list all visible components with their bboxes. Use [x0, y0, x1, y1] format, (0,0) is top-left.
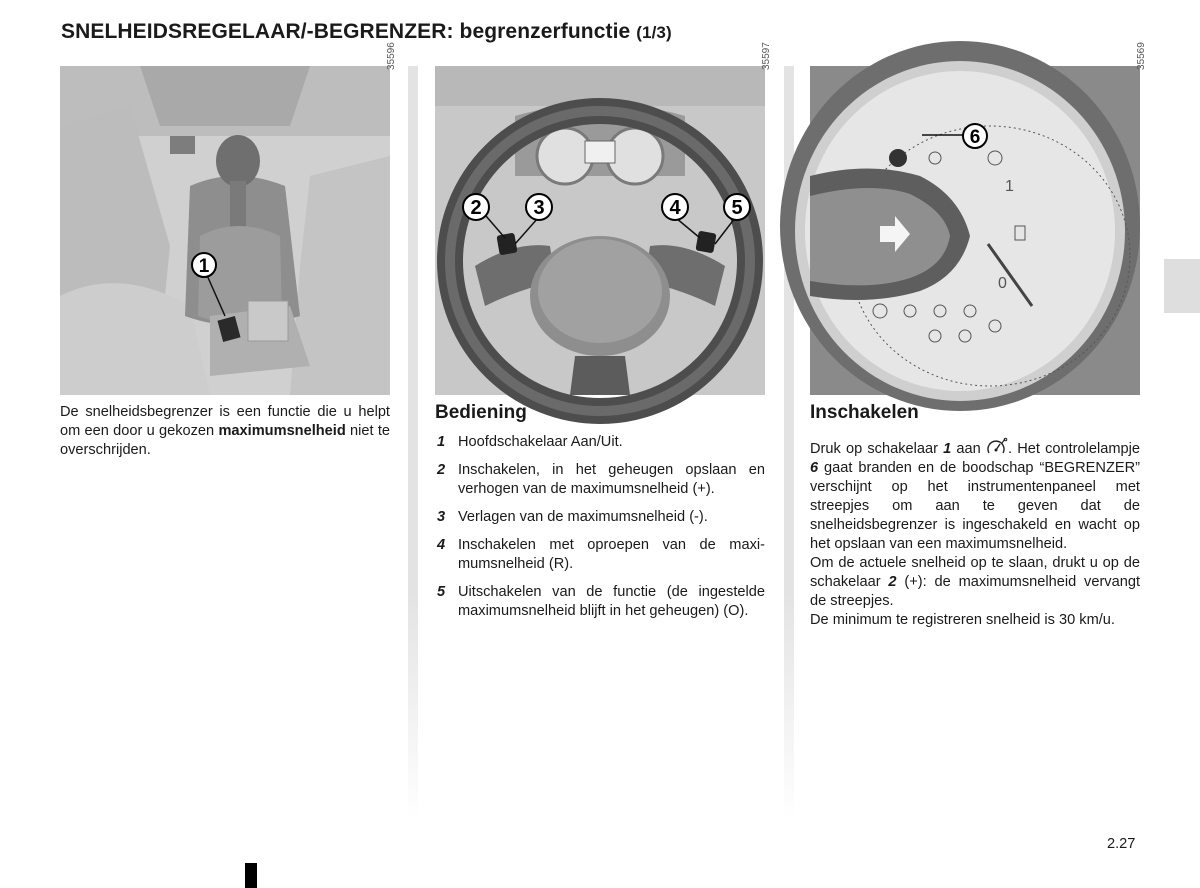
list-item-number: 1	[437, 434, 446, 450]
inschakelen-body	[810, 438, 1140, 630]
callout-5-label: 5	[731, 197, 743, 219]
title-main: SNELHEIDSREGELAAR/-BEGRENZER: begrenzerfunctie	[61, 20, 631, 43]
speed-limiter-icon	[986, 438, 1008, 456]
inschakelen-paragraph-2	[810, 554, 1140, 611]
title-page-indicator: (1/3)	[636, 23, 672, 42]
image-code: 35597	[761, 42, 772, 70]
list-item-text: Inschakelen met oproepen van de maximumsnelheid (R).	[458, 537, 765, 572]
inschakelen-paragraph-3: De minimum te registreren snelheid is 30 km/u.	[810, 612, 1115, 628]
list-item	[435, 461, 765, 499]
print-crop-mark	[245, 863, 257, 888]
callout-4-label: 4	[669, 197, 681, 219]
callout-3-label: 3	[533, 197, 545, 219]
callout-4	[662, 194, 688, 220]
text-run: gaat branden en de boodschap “BEGRENZER” verschijnt op het instrumentenpaneel met streepjes om aan te geven dat de snelheidsbegrenzer is ingeschakeld en wacht op het opslaan van een maximumsnelheid.	[810, 460, 1140, 552]
text-run: Om de actuele snelheid op te slaan, drukt u op de schakelaar	[810, 555, 1140, 590]
list-item	[435, 583, 765, 621]
callout-2	[463, 194, 489, 220]
switch-number: 2	[888, 574, 897, 590]
list-item-number: 3	[437, 509, 446, 525]
text-run: aan	[951, 441, 986, 457]
text-run: Druk op schakelaar	[810, 441, 944, 457]
warning-light-number: 6	[810, 460, 819, 476]
intro-text-before: De snelheidsbegrenzer is een functie die u helpt om een door u gekozen	[60, 404, 390, 439]
svg-text:1: 1	[1005, 178, 1014, 195]
list-item-number: 4	[437, 537, 446, 553]
image-code: 35569	[1136, 42, 1147, 70]
inschakelen-paragraph-1	[810, 438, 1140, 554]
column-divider-left	[408, 66, 418, 820]
list-item	[435, 508, 765, 527]
list-item	[435, 536, 765, 574]
instrument-cluster-illustration	[810, 42, 1147, 395]
section-thumb-tab	[1164, 259, 1200, 313]
bediening-heading: Bediening	[435, 402, 527, 423]
callout-3	[526, 194, 552, 220]
callout-1-label: 1	[198, 256, 210, 277]
callout-1	[192, 253, 216, 277]
page-number: 2.27	[1107, 836, 1136, 852]
list-item-number: 2	[437, 462, 446, 478]
list-item-text: Uitschakelen van de functie (de ingestelde maximumsnelheid blijft in het geheugen) (O).	[458, 584, 765, 619]
list-item	[435, 433, 765, 452]
svg-text:0: 0	[998, 275, 1007, 292]
list-item-text: Hoofdschakelaar Aan/Uit.	[458, 434, 623, 450]
list-item-number: 5	[437, 584, 446, 600]
intro-text-after: niet te overschrijden.	[60, 423, 391, 458]
text-run: (+): de maximumsnelheid vervangt de streepjes.	[810, 574, 1140, 609]
steering-wheel-illustration	[435, 42, 772, 395]
callout-2-label: 2	[470, 197, 482, 219]
list-item-text: Verlagen van de maximumsnelheid (-).	[458, 509, 708, 525]
text-run: . Het controlelampje	[1007, 441, 1140, 457]
callout-6	[963, 124, 987, 148]
switch-number: 1	[943, 441, 952, 457]
list-item-text: Inschakelen, in het geheugen opslaan en verhogen van de maximumsnelheid (+).	[458, 462, 765, 497]
callout-5	[724, 194, 750, 220]
inschakelen-heading: Inschakelen	[810, 402, 919, 423]
intro-paragraph	[60, 403, 390, 460]
callout-6-label: 6	[969, 127, 981, 148]
gear-lever-illustration	[60, 42, 397, 395]
intro-text-bold: maximumsnelheid	[218, 423, 346, 439]
page-title	[61, 20, 672, 44]
bediening-list	[435, 433, 765, 630]
image-code: 35596	[386, 42, 397, 70]
